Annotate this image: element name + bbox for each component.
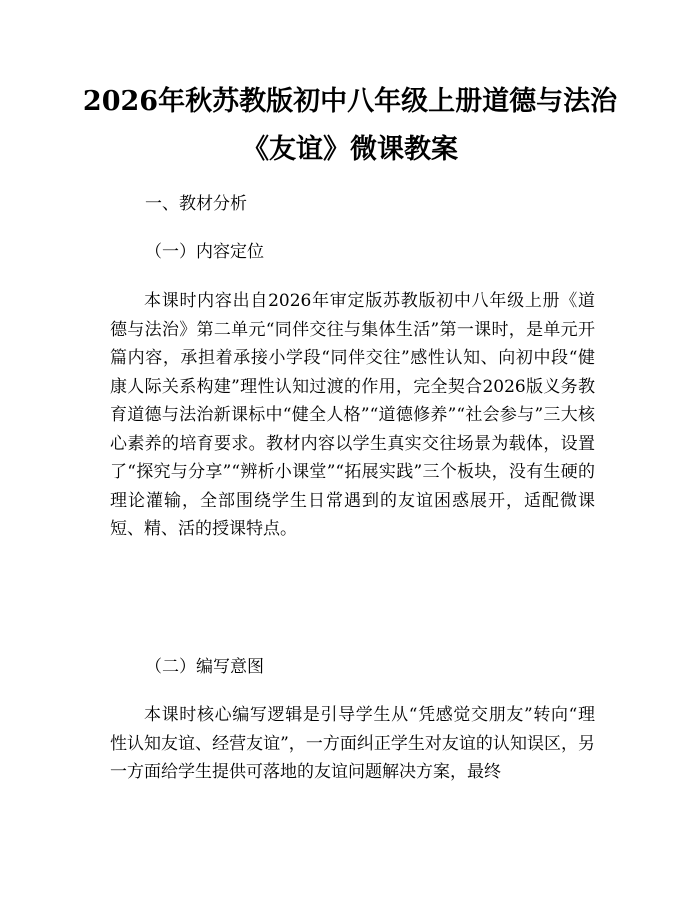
paragraph-content-positioning: 本课时内容出自2026年审定版苏教版初中八年级上册《道德与法治》第二单元“同伴交往与集体生活”第一课时，是单元开篇内容，承担着承接小学段“同伴交往”感性认知、向初中段“健康人际关系构建”理性认知过渡的作用，完全契合2026版义务教育道德与法治新课标中“健全人格”“道德修养”“社会参与”三大核心素养的培育要求。教材内容以学生真实交往场景为载体，设置了“探究与分享”“辨析小课堂”“拓展实践”三个板块，没有生硬的理论灌输，全部围绕学生日常遇到的友谊困惑展开，适配微课短、精、活的授课特点。	[110, 291, 595, 539]
section-heading-textbook-analysis: 一、教材分析	[145, 194, 247, 214]
paragraph-writing-intent: 本课时核心编写逻辑是引导学生从“凭感觉交朋友”转向“理性认知友谊、经营友谊”，一方面纠正学生对友谊的认知误区，另一方面给学生提供可落地的友谊问题解决方案，最终	[110, 705, 595, 782]
document-title-line-2: 《友谊》微课教案	[242, 134, 458, 165]
document-title-line-1: 2026年秋苏教版初中八年级上册道德与法治	[82, 86, 618, 117]
subsection-heading-writing-intent: （二）编写意图	[145, 657, 264, 677]
subsection-heading-content-positioning: （一）内容定位	[145, 242, 264, 262]
